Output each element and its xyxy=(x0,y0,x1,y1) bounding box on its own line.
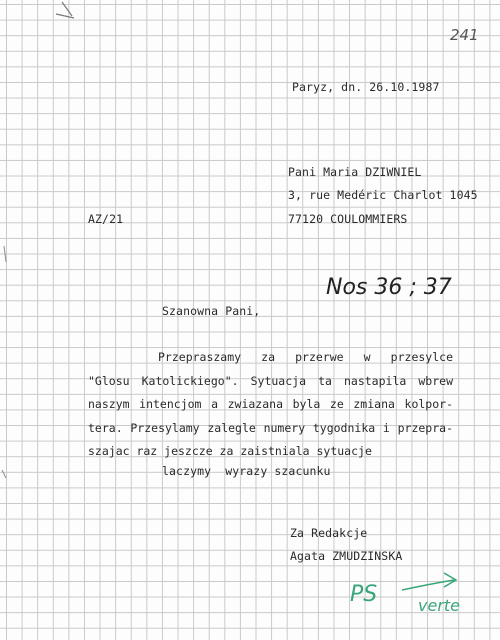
recipient-street: 3, rue Medéric Charlot 1045 xyxy=(288,188,478,202)
margin-tick xyxy=(4,246,6,262)
body-line: szajac raz jeszcze za zaistniala sytuacje xyxy=(88,444,372,458)
page-number: 241 xyxy=(450,26,479,44)
place-date: Paryz, dn. 26.10.1987 xyxy=(292,80,440,94)
verte-note: verte xyxy=(418,596,461,615)
body-line: tera. Przesylamy zalegle numery tygodnika i przepra- xyxy=(88,420,453,435)
recipient-city: 77120 COULOMMIERS xyxy=(288,212,408,226)
signature-org: Za Redakcje xyxy=(290,526,368,540)
reference-code: AZ/21 xyxy=(88,212,124,226)
recipient-name: Pani Maria DZIWNIEL xyxy=(288,165,422,179)
body-line: "Glosu Katolickiego". Sytuacja ta nastapila wbrew xyxy=(88,373,453,388)
salutation: Szanowna Pani, xyxy=(162,304,261,318)
postscript-mark: PS xyxy=(350,582,378,607)
body-line: Przepraszamy za przerwe w przesylce xyxy=(158,350,453,364)
closing: laczymy wyrazy szacunku xyxy=(162,464,331,478)
body-line: naszym intencjom a zwiazana byla ze zmiana kolpor- xyxy=(88,397,453,411)
signature-name: Agata ZMUDZINSKA xyxy=(290,549,403,563)
arrow-icon xyxy=(402,573,456,590)
corner-pen-stroke xyxy=(56,2,74,18)
issue-numbers: Nos 36 ; 37 xyxy=(326,275,452,300)
letter-body xyxy=(88,346,453,464)
margin-tick xyxy=(2,470,6,478)
